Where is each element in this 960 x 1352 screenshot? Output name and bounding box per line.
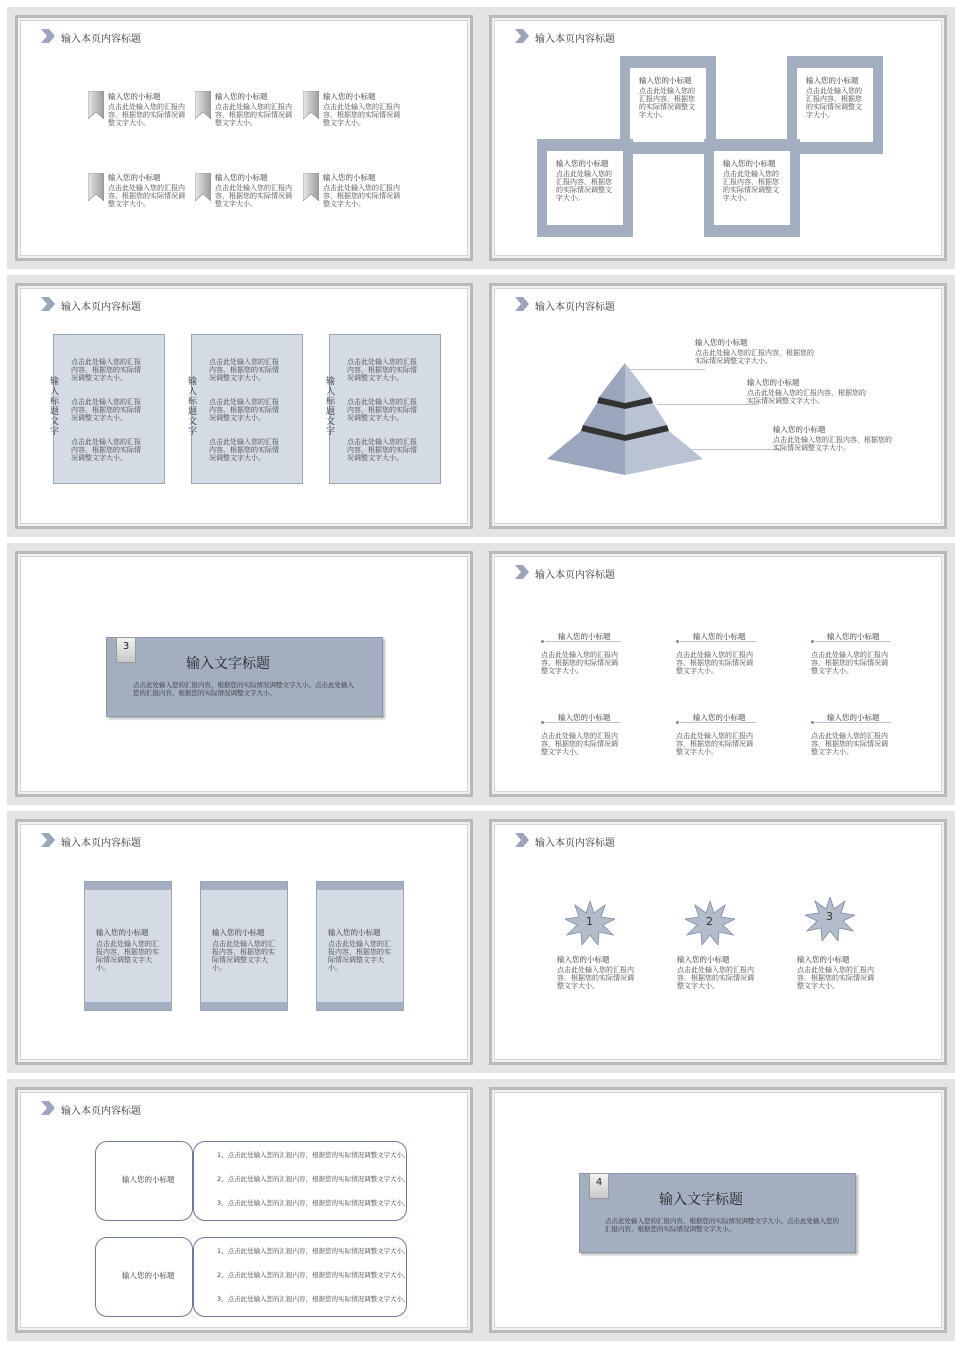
bookmark-icon (195, 173, 211, 201)
list-item: 1、点击此处输入您的汇报内容，根据您的实际情况调整文字大小。 (217, 1151, 410, 1159)
subtitle: 输入您的小标题 (723, 159, 776, 168)
vertical-label: 输入标题文字 (188, 377, 198, 437)
star-number: 1 (586, 915, 593, 928)
section-number: 4 (589, 1173, 609, 1199)
connector-line (625, 369, 705, 370)
subtitle: 输入您的小标题 (323, 173, 376, 182)
body-text: 点击此处输入您的汇报内容，根据您的实际情况调整文字大小。 (323, 184, 400, 208)
subtitle: 输入您的小标题 (747, 378, 800, 387)
subtitle: 输入您的小标题 (328, 928, 381, 937)
body-text: 点击此处输入您的汇报内容，根据您的实际情况调整文字大小。 (108, 103, 185, 127)
chevron-right-icon (515, 565, 529, 579)
slide-canvas (494, 20, 942, 256)
list-item: 2、点击此处输入您的汇报内容，根据您的实际情况调整文字大小。 (217, 1175, 410, 1183)
body-text: 点击此处输入您的汇报内容，根据您的实际情况调整文字大小。 (215, 184, 292, 208)
body-text: 点击此处输入您的汇报内容，根据您的实际情况调整文字大小。 (811, 651, 888, 675)
section-desc: 点击此处输入您的汇报内容，根据您的实际情况调整文字大小。点击此处输入您的汇报内容，根据您的实际情况调整文字大小。 (605, 1217, 839, 1233)
body-text: 点击此处输入您的汇报内容，根据您的实际情况调整文字大小。 (215, 103, 292, 127)
bookmark-icon (303, 173, 319, 201)
subtitle: 输入您的小标题 (693, 713, 746, 722)
subtitle: 输入您的小标题 (558, 632, 611, 641)
subtitle: 输入您的小标题 (212, 928, 265, 937)
section-banner (579, 1173, 856, 1253)
body-text: 点击此处输入您的汇报内容，根据您的实际情况调整文字大小。 (806, 87, 862, 119)
slide-canvas (20, 1092, 468, 1328)
chevron-right-icon (41, 1101, 55, 1115)
body-text: 点击此处输入您的汇报内容，根据您的实际情况调整文字大小。 (108, 184, 185, 208)
body-text: 点击此处输入您的汇报内容，根据您的实际情况调整文字大小。 (328, 940, 391, 972)
subtitle: 输入您的小标题 (122, 1271, 175, 1280)
slide-canvas (20, 824, 468, 1060)
section-banner (106, 637, 383, 717)
slide-2[interactable] (481, 7, 955, 269)
list-item: 3、点击此处输入您的汇报内容，根据您的实际情况调整文字大小。 (217, 1295, 410, 1303)
slide-6[interactable] (481, 543, 955, 805)
subtitle: 输入您的小标题 (677, 955, 730, 964)
body-text: 点击此处输入您的汇报内容，根据您的实际情况调整文字大小。 (209, 358, 279, 382)
slide-canvas (494, 556, 942, 792)
body-text: 点击此处输入您的汇报内容，根据您的实际情况调整文字大小。 (212, 940, 275, 972)
star-number: 3 (826, 910, 833, 923)
section-title: 输入文字标题 (659, 1192, 743, 1208)
subtitle: 输入您的小标题 (215, 92, 268, 101)
slide-7[interactable] (7, 811, 481, 1073)
bookmark-icon (303, 91, 319, 119)
connector-line (690, 449, 780, 450)
body-text: 点击此处输入您的汇报内容，根据您的实际情况调整文字大小。 (71, 358, 141, 382)
body-text: 点击此处输入您的汇报内容，根据您的实际情况调整文字大小。 (677, 966, 754, 990)
body-text: 点击此处输入您的汇报内容，根据您的实际情况调整文字大小。 (71, 438, 141, 462)
section-title: 输入文字标题 (186, 656, 270, 672)
subtitle: 输入您的小标题 (639, 76, 692, 85)
vertical-label: 输入标题文字 (50, 377, 60, 437)
body-text: 点击此处输入您的汇报内容，根据您的实际情况调整文字大小。 (797, 966, 874, 990)
slide-10[interactable] (481, 1079, 955, 1341)
slide-canvas (494, 288, 942, 524)
page-title: 输入本页内容标题 (535, 34, 615, 45)
subtitle: 输入您的小标题 (806, 76, 859, 85)
body-text: 点击此处输入您的汇报内容，根据您的实际情况调整文字大小。 (723, 170, 779, 202)
body-text: 点击此处输入您的汇报内容，根据您的实际情况调整文字大小。 (71, 398, 141, 422)
slide-1[interactable] (7, 7, 481, 269)
body-text: 点击此处输入您的汇报内容，根据您的实际情况调整文字大小。 (541, 732, 618, 756)
chevron-right-icon (41, 833, 55, 847)
body-text: 点击此处输入您的汇报内容，根据您的实际情况调整文字大小。 (557, 966, 634, 990)
slide-canvas (494, 824, 942, 1060)
pyramid-diagram (545, 359, 705, 499)
subtitle: 输入您的小标题 (122, 1175, 175, 1184)
slide-5[interactable] (7, 543, 481, 805)
subtitle: 输入您的小标题 (108, 173, 161, 182)
page-title: 输入本页内容标题 (61, 34, 141, 45)
page-title: 输入本页内容标题 (535, 838, 615, 849)
subtitle: 输入您的小标题 (693, 632, 746, 641)
body-text: 点击此处输入您的汇报内容，根据您的实际情况调整文字大小。 (676, 651, 753, 675)
subtitle: 输入您的小标题 (773, 425, 826, 434)
slide-canvas (494, 1092, 942, 1328)
subtitle: 输入您的小标题 (797, 955, 850, 964)
slide-4[interactable] (481, 275, 955, 537)
body-text: 点击此处输入您的汇报内容，根据您的实际情况调整文字大小。 (541, 651, 618, 675)
page-title: 输入本页内容标题 (535, 570, 615, 581)
subtitle: 输入您的小标题 (96, 928, 149, 937)
subtitle: 输入您的小标题 (827, 713, 880, 722)
page-title: 输入本页内容标题 (61, 302, 141, 313)
subtitle: 输入您的小标题 (108, 92, 161, 101)
bookmark-icon (88, 173, 104, 201)
body-text: 点击此处输入您的汇报内容，根据您的实际情况调整文字大小。 (347, 438, 417, 462)
star-number: 2 (706, 915, 713, 928)
slide-3[interactable] (7, 275, 481, 537)
subtitle: 输入您的小标题 (827, 632, 880, 641)
page-title: 输入本页内容标题 (61, 838, 141, 849)
chevron-right-icon (515, 29, 529, 43)
body-text: 点击此处输入您的汇报内容，根据您的实际情况调整文字大小。 (347, 398, 417, 422)
chevron-right-icon (41, 29, 55, 43)
body-text: 点击此处输入您的汇报内容，根据您的实际情况调整文字大小。 (639, 87, 695, 119)
subtitle: 输入您的小标题 (323, 92, 376, 101)
body-text: 点击此处输入您的汇报内容，根据您的实际情况调整文字大小。 (556, 170, 612, 202)
body-text: 点击此处输入您的汇报内容，根据您的实际情况调整文字大小。 (96, 940, 159, 972)
slide-canvas (20, 556, 468, 792)
page-title: 输入本页内容标题 (61, 1106, 141, 1117)
body-text: 点击此处输入您的汇报内容，根据您的实际情况调整文字大小。 (773, 436, 892, 452)
subtitle: 输入您的小标题 (215, 173, 268, 182)
list-item: 3、点击此处输入您的汇报内容，根据您的实际情况调整文字大小。 (217, 1199, 410, 1207)
chevron-right-icon (41, 297, 55, 311)
connector-line (657, 404, 757, 405)
body-text: 点击此处输入您的汇报内容，根据您的实际情况调整文字大小。 (747, 389, 866, 405)
page-title: 输入本页内容标题 (535, 302, 615, 313)
subtitle: 输入您的小标题 (558, 713, 611, 722)
slide-9[interactable] (7, 1079, 481, 1341)
vertical-label: 输入标题文字 (326, 377, 336, 437)
chevron-right-icon (515, 297, 529, 311)
body-text: 点击此处输入您的汇报内容，根据您的实际情况调整文字大小。 (676, 732, 753, 756)
section-number: 3 (116, 637, 136, 663)
slide-canvas (20, 288, 468, 524)
body-text: 点击此处输入您的汇报内容，根据您的实际情况调整文字大小。 (209, 398, 279, 422)
slide-8[interactable] (481, 811, 955, 1073)
bookmark-icon (195, 91, 211, 119)
section-desc: 点击此处输入您的汇报内容，根据您的实际情况调整文字大小。点击此处输入您的汇报内容，根据您的实际情况调整文字大小。 (133, 681, 354, 697)
subtitle: 输入您的小标题 (557, 955, 610, 964)
body-text: 点击此处输入您的汇报内容，根据您的实际情况调整文字大小。 (347, 358, 417, 382)
chevron-right-icon (515, 833, 529, 847)
subtitle: 输入您的小标题 (556, 159, 609, 168)
subtitle: 输入您的小标题 (695, 338, 748, 347)
bookmark-icon (88, 91, 104, 119)
list-item: 2、点击此处输入您的汇报内容，根据您的实际情况调整文字大小。 (217, 1271, 410, 1279)
body-text: 点击此处输入您的汇报内容，根据您的实际情况调整文字大小。 (695, 349, 814, 365)
body-text: 点击此处输入您的汇报内容，根据您的实际情况调整文字大小。 (209, 438, 279, 462)
body-text: 点击此处输入您的汇报内容，根据您的实际情况调整文字大小。 (323, 103, 400, 127)
slide-canvas (20, 20, 468, 256)
list-item: 1、点击此处输入您的汇报内容，根据您的实际情况调整文字大小。 (217, 1247, 410, 1255)
body-text: 点击此处输入您的汇报内容，根据您的实际情况调整文字大小。 (811, 732, 888, 756)
